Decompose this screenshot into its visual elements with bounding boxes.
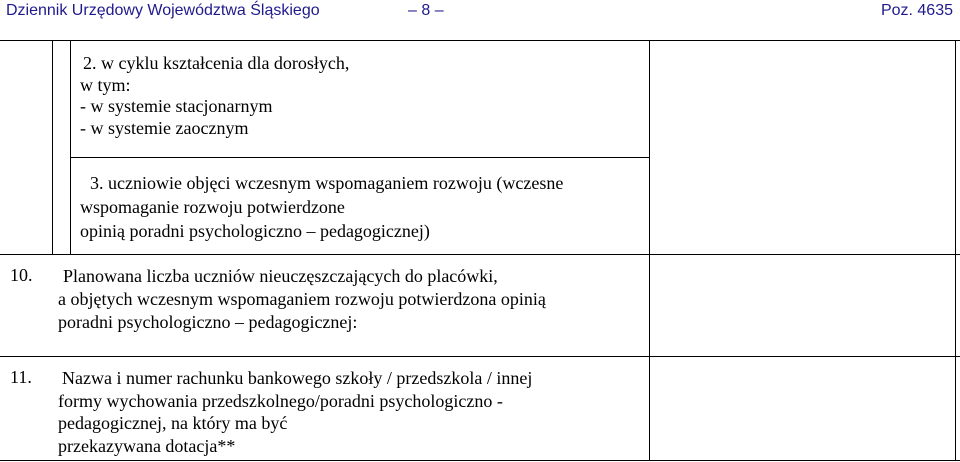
row-text-line: wspomaganie rozwoju potwierdzone: [80, 197, 345, 217]
journal-title: Dziennik Urzędowy Województwa Śląskiego: [6, 2, 320, 19]
row-number: 10.: [10, 265, 33, 285]
table-top-border: [0, 40, 960, 41]
row-text-line: przekazywana dotacja**: [58, 435, 236, 456]
page-header: [4, 2, 956, 24]
row-text-line: - w systemie zaocznym: [80, 117, 249, 138]
column-border-right: [955, 40, 956, 461]
row-text-line: poradni psychologiczno – pedagogicznej:: [58, 312, 358, 332]
column-border-values: [649, 40, 650, 461]
row-text-line: Nazwa i numer rachunku bankowego szkoły / przedszkola / innej: [62, 368, 533, 388]
row-divider: [0, 356, 960, 357]
row-text-line: w tym:: [80, 74, 131, 95]
row-text-line: Planowana liczba uczniów nieuczęszczających do placówki,: [63, 266, 498, 286]
row-text-line: 2. w cyklu kształcenia dla dorosłych,: [83, 53, 350, 73]
row-text-line: a objętych wczesnym wspomaganiem rozwoju potwierdzona opinią: [58, 289, 546, 309]
row-text-line: pedagogicznej, na który ma być: [58, 413, 288, 433]
table-row: [58, 367, 532, 457]
table-row: [58, 265, 546, 334]
row-number: 11.: [10, 367, 32, 387]
row-text-line: formy wychowania przedszkolnego/poradni psychologiczno -: [58, 390, 503, 411]
row-divider: [70, 157, 650, 158]
row-text-line: 3. uczniowie objęci wczesnym wspomaganiem rozwoju (wczesne: [90, 173, 564, 193]
column-border-outer: [52, 40, 53, 255]
column-border-inner: [70, 40, 71, 255]
position-number: Poz. 4635: [880, 2, 953, 19]
row-divider: [0, 254, 960, 255]
table-bottom-border: [0, 460, 960, 461]
row-text-line: - w systemie stacjonarnym: [80, 96, 273, 116]
row-text-line: opinią poradni psychologiczno – pedagogicznej): [80, 221, 430, 241]
table-row: [80, 53, 349, 139]
page-number: – 8 –: [408, 2, 444, 19]
table-row: [80, 171, 563, 243]
